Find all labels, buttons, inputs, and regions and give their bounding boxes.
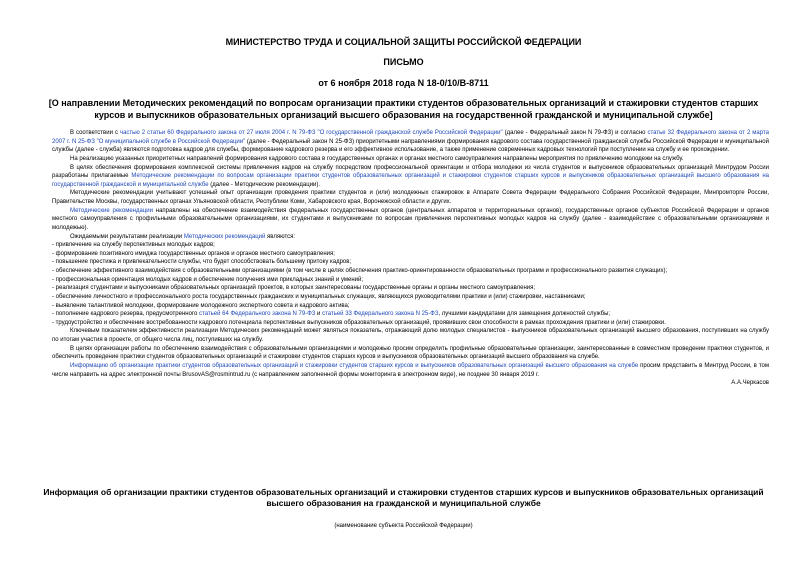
recommendations-link[interactable]: Методические рекомендации	[70, 207, 153, 214]
paragraph-text: (далее - Федеральный закон N 79-ФЗ) и согласно	[502, 130, 648, 136]
paragraph-text: (далее - Методические рекомендации).	[208, 181, 321, 188]
paragraph-text: (далее - Федеральный закон N 25-ФЗ) приоритетными направлениями формирования кадрового состава государственной гражданской службы Российской Федерации и муниципальной службы (далее - служба) являются подготовка кадров для службы, формирование кадрового резерва и его эффективное использование, а также применение современных кадровых технологий при поступлении на службу и ее прохождении.	[52, 138, 769, 154]
list-item-text: , лучшими кандидатами для замещения должностей службы;	[438, 311, 611, 318]
section-title: Информация об организации практики студентов образовательных организаций и стажировки студентов старших курсов и выпускников образовательных организаций высшего образования на гражданской и муниципальной службе	[43, 487, 764, 508]
paragraph	[52, 362, 769, 379]
paragraph	[52, 207, 769, 233]
paragraph-text: Ожидаемыми результатами реализации	[70, 233, 184, 240]
document-body	[52, 129, 769, 388]
list-item-text: и	[315, 311, 323, 318]
list-item: - обеспечение эффективного взаимодействия с образовательными организациями (в том числе в целях обеспечения практико-ориентированности образовательных программ и профессионального развития служащих);	[52, 268, 668, 274]
list-item: - формирование позитивного имиджа государственных органов и органов местного самоуправления;	[52, 250, 335, 257]
information-link[interactable]: Информацию об организации практики студентов образовательных организаций и стажировки студентов старших курсов и выпускников образовательных организаций высшего образования на службе	[70, 362, 639, 369]
paragraph	[52, 129, 769, 155]
paragraph-text: В соответствии с	[70, 130, 120, 136]
law-link[interactable]: частью 2 статьи 60 Федерального закона от 27 июля 2004 г. N 79-ФЗ "О государственной гражданской службе Российской Федерации"	[119, 130, 503, 136]
recommendations-link[interactable]: Методических рекомендаций	[183, 233, 266, 240]
law-link[interactable]: статьей 33 Федерального закона N 25-ФЗ	[322, 311, 439, 318]
list-item: - реализация студентами и выпускниками образовательных организаций проектов, в которых заинтересованы государственные органы и органы местного самоуправления;	[52, 285, 536, 292]
paragraph: На реализацию указанных приоритетных направлений формирования кадрового состава в государственных органах и органах местного самоуправления направлены мероприятия по привлечению молодежи на службу.	[70, 155, 684, 162]
law-link[interactable]: статьей 64 Федерального закона N 79-ФЗ	[199, 311, 316, 318]
section-caption: (наименование субъекта Российской Федерации)	[334, 523, 473, 529]
law-link[interactable]: статье 32 Федерального закона от 2 марта 2007 г. N 25-ФЗ "О муниципальной службе в Российской Федерации"	[52, 130, 769, 145]
list-item	[52, 310, 769, 319]
list-item: - выявление талантливой молодежи, формирование молодежного экспертного совета и кадрового актива;	[52, 302, 350, 309]
list-item: - повышение престижа и привлекательности службы, что будет способствовать большему притоку кадров;	[52, 259, 352, 266]
ministry-heading: МИНИСТЕРСТВО ТРУДА И СОЦИАЛЬНОЙ ЗАЩИТЫ РОССИЙСКОЙ ФЕДЕРАЦИИ	[225, 37, 582, 47]
signature: А.А.Черкасов	[731, 380, 769, 387]
list-item: - обеспечение личностного и профессионального роста государственных гражданских и муниципальных служащих, являющихся руководителями практики и (или) стажировки, наставниками;	[52, 293, 586, 300]
recommendations-link[interactable]: Методические рекомендации по вопросам организации практики студентов образовательных организаций и стажировки студентов старших курсов и выпускников образовательных организаций высшего образования на государственной гражданской и муниципальной службе	[52, 173, 769, 188]
list-item-text: - пополнение кадрового резерва, предусмотренного	[52, 311, 200, 318]
paragraph-text: В целях обеспечения формирования комплексной системы привлечения кадров на службу посредством профессиональной ориентации и отбора молодежи из числа студентов и выпускников образовательных организаций Минтрудом России разработаны прилагаемые	[52, 164, 769, 180]
paragraph: Ключевым показателем эффективности реализации Методических рекомендаций может являться показатель, отражающий долю молодых специалистов - выпускников образовательных организаций высшего образования, поступивших на службу по итогам участия в проекте, от общего числа лиц, поступивших на службу.	[52, 328, 769, 343]
document-type: ПИСЬМО	[383, 57, 424, 67]
paragraph-text: направлены на обеспечение взаимодействия федеральных государственных органов (центральных аппаратов и территориальных органов), государственных органов субъектов Российской Федерации и органов местного самоуправления с профильными образовательными организациями, их студентами и выпускниками по вопросам привлечения перспективных молодых кадров на службу (далее - взаимодействие с образовательными организациями и молодежью).	[52, 207, 769, 231]
document-date-number: от 6 ноября 2018 года N 18-0/10/В-8711	[318, 78, 489, 88]
paragraph-text: просим представить в Минтруд России, в том числе направить на адрес электронной почты BrusovAS@rosmintrud.ru (с направлением заполненной формы мониторинга в электронном виде), не позднее 30 января 2019 г.	[52, 362, 769, 378]
paragraph-text: являются:	[265, 233, 296, 240]
list-item: - трудоустройство и обеспечение востребованности кадрового потенциала перспективных выпускников образовательных организаций, проявивших свои способности в рамках прохождения практики и (или) стажировки.	[52, 319, 666, 326]
document-title: [О направлении Методических рекомендаций по вопросам организации практики студентов образовательных организаций и стажировки студентов старших курсов и выпускников образовательных организаций высшего образования на государственной гражданской и муниципальной службе]	[48, 98, 759, 120]
list-item: - профессиональная ориентация молодых кадров и обеспечение получения ими прикладных знаний и умений;	[52, 276, 364, 283]
paragraph	[52, 233, 769, 242]
paragraph	[52, 164, 769, 190]
paragraph: Методические рекомендации учитывают успешный опыт организации проведения практики студентов и (или) молодежных стажировок в Аппарате Совета Федерации Федерального Собрания Российской Федерации, Минпромторге России, Правительстве Москвы, государственных органах Ульяновской области, Республики Коми, Хабаровского края, Воронежской области и других.	[52, 190, 769, 205]
list-item: - привлечение на службу перспективных молодых кадров;	[52, 242, 215, 249]
paragraph: В целях организации работы по обеспечению взаимодействия с образовательными организациями и молодежью просим определить профильные образовательные организации, заинтересованные в совместном проведении практики студентов, и обеспечить проведение практики студентов образовательных организаций и стажировки студентов старших курсов и выпускников образовательных организаций высшего образования на службе.	[52, 345, 769, 361]
